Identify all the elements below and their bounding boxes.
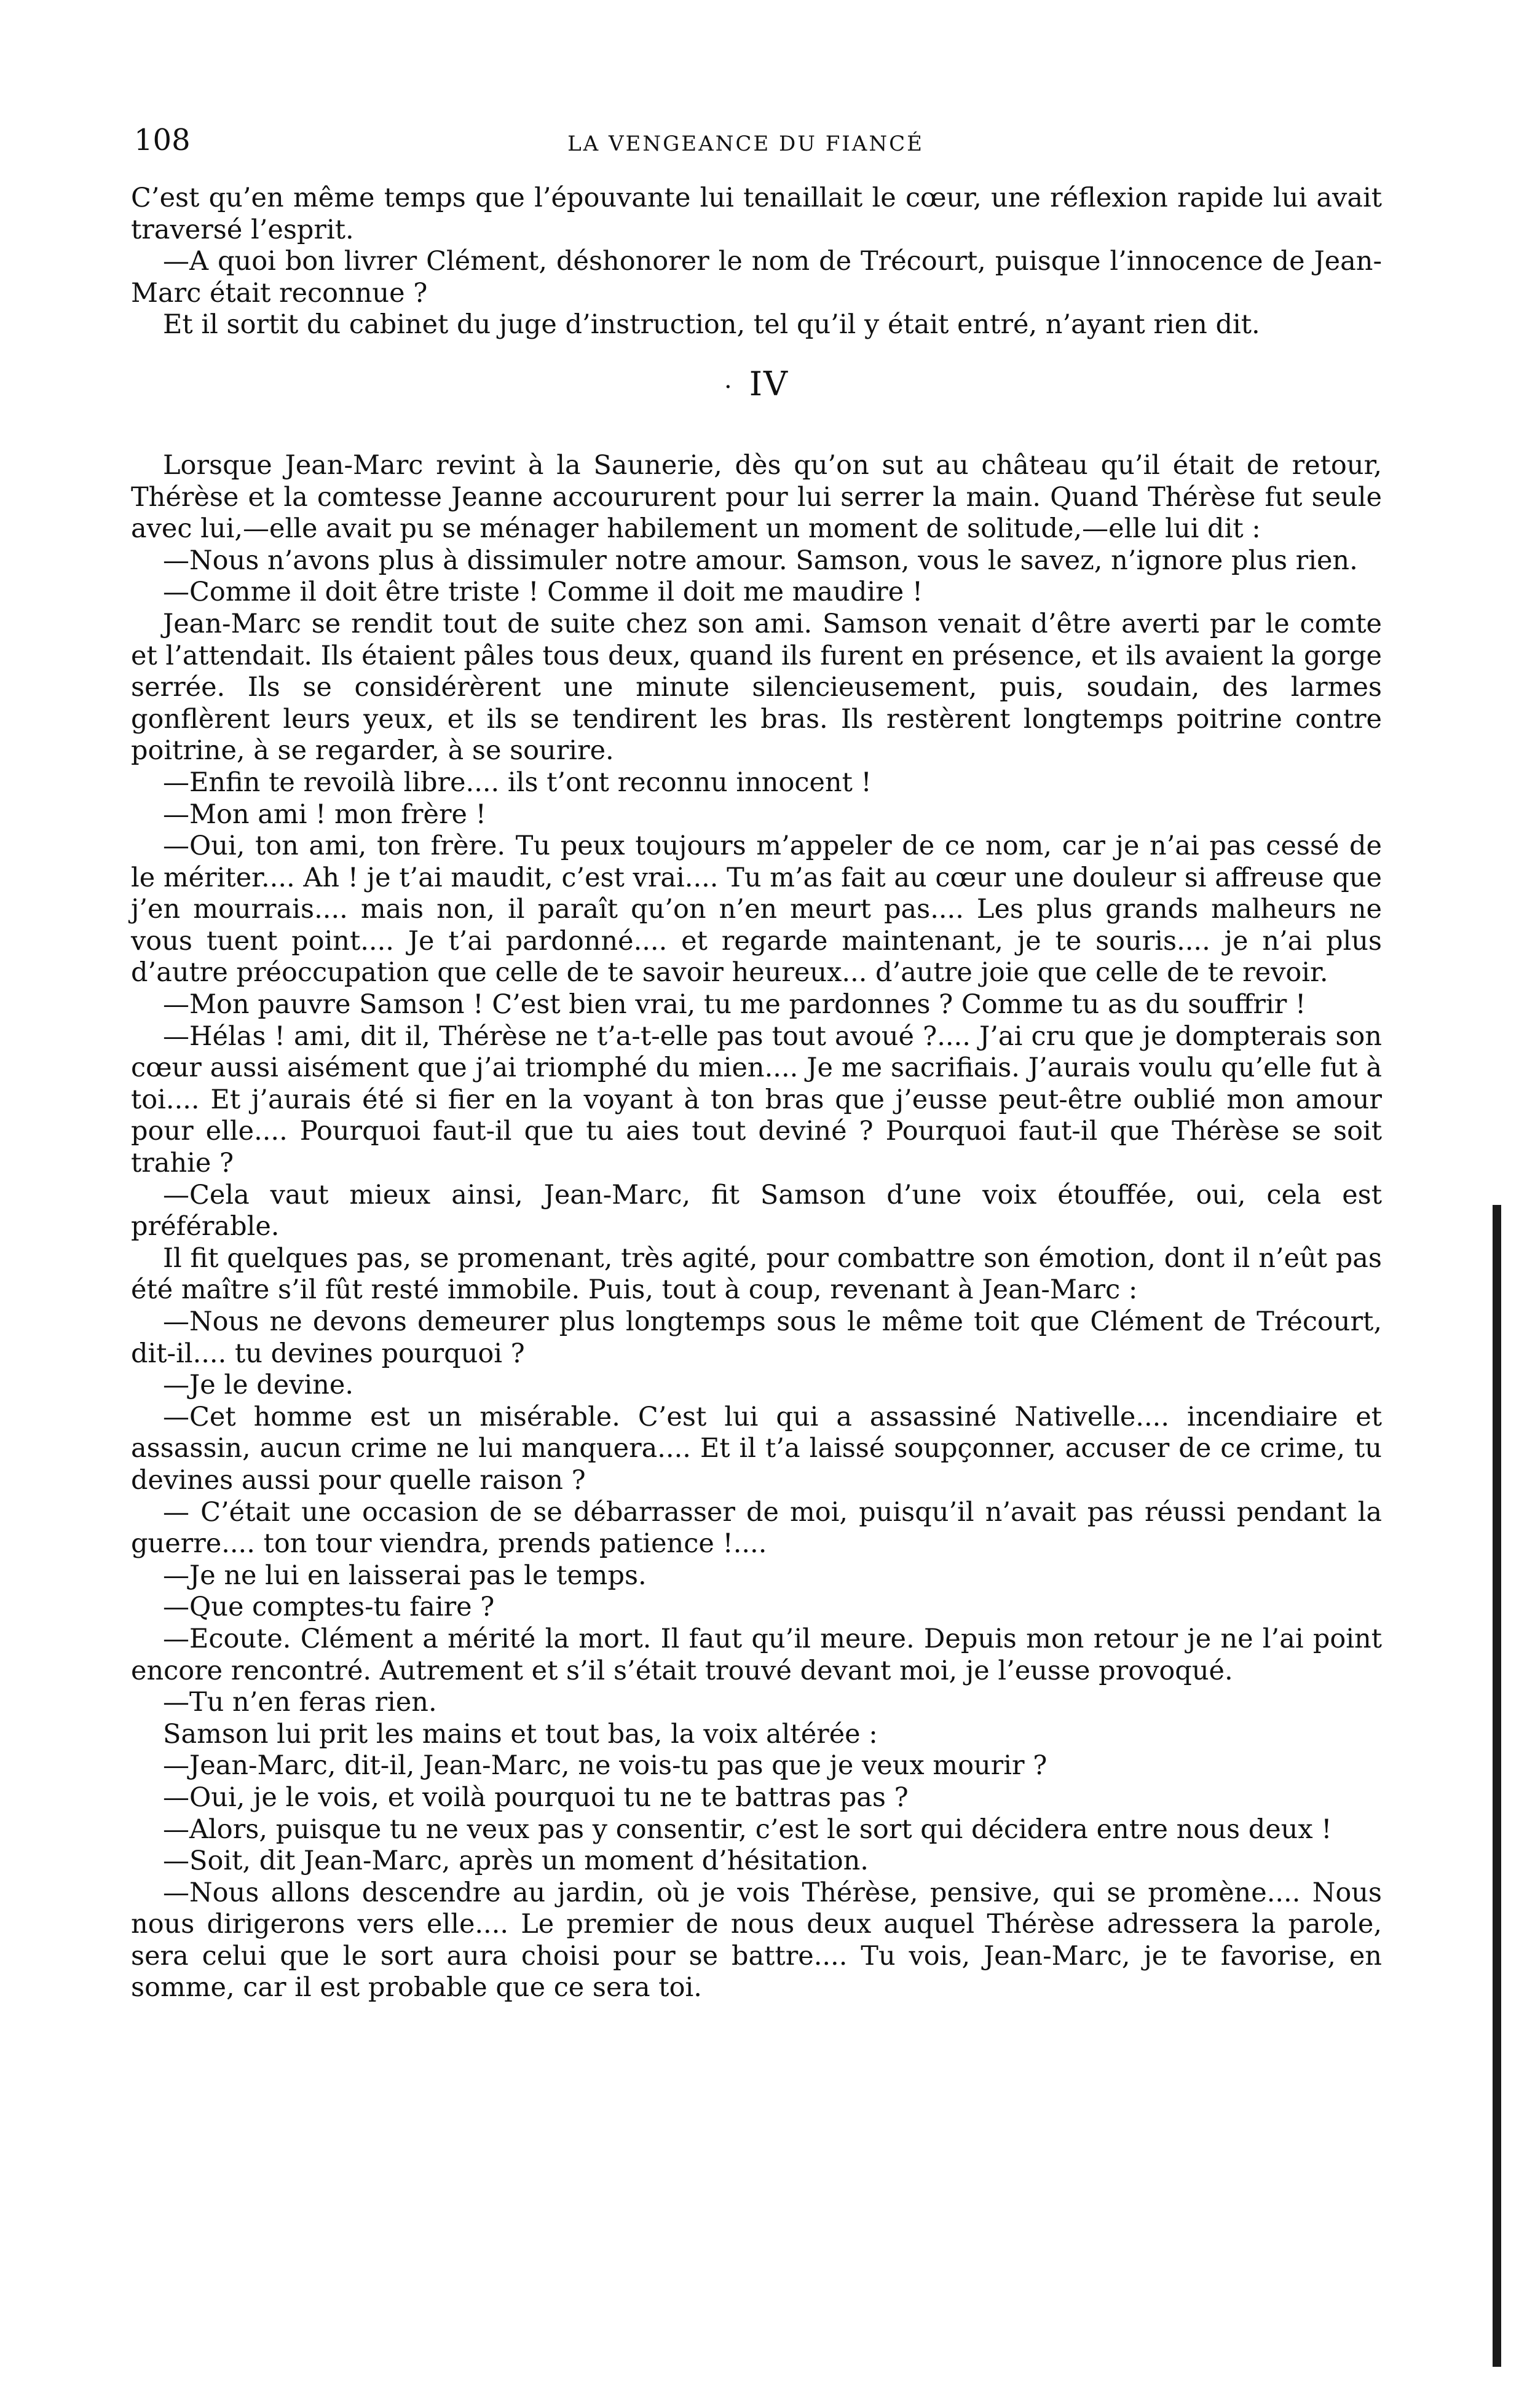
body-text — [131, 183, 1382, 2004]
paragraph: C’est qu’en même temps que l’épouvante lui tenaillait le cœur, une réflexion rapide lui avait traversé l’esprit. — [131, 183, 1382, 245]
paragraph: —Ecoute. Clément a mérité la mort. Il faut qu’il meure. Depuis mon retour je ne l’ai point encore rencontré. Autrement et s’il s’était trouvé devant moi, je l’eusse provoqué. — [131, 1623, 1382, 1686]
paragraph: —Enfin te revoilà libre.... ils t’ont reconnu innocent ! — [163, 767, 872, 798]
paragraph: —Je le devine. — [163, 1370, 354, 1401]
paragraph: —Mon ami ! mon frère ! — [163, 799, 486, 830]
paragraph: — C’était une occasion de se débarrasser de moi, puisqu’il n’avait pas réussi pendant la guerre.... ton tour viendra, prends patience !.... — [131, 1496, 1382, 1560]
paragraph: —Cet homme est un misérable. C’est lui qui a assassiné Nativelle.... incendiaire et assassin, aucun crime ne lui manquera.... Et il t’a laissé soupçonner, accuser de ce crime, tu devines aussi pour quelle raison ? — [131, 1401, 1382, 1496]
margin-rule — [1493, 1205, 1501, 2367]
paragraph: Il fit quelques pas, se promenant, très agité, pour combattre son émotion, dont il n’eût pas été maître s’il fût resté immobile. Puis, tout à coup, revenant à Jean-Marc : — [131, 1242, 1382, 1306]
paragraph: —Nous ne devons demeurer plus longtemps sous le même toit que Clément de Trécourt, dit-il.... tu devines pourquoi ? — [131, 1306, 1382, 1369]
paragraph: —Je ne lui en laisserai pas le temps. — [163, 1560, 647, 1591]
page-number: 108 — [134, 123, 191, 157]
paragraph: Jean-Marc se rendit tout de suite chez son ami. Samson venait d’être averti par le comte et l’attendait. Ils étaient pâles tous deux, quand ils furent en présence, et ils avaient la gorge serrée. Ils se considérèrent une minute silencieusement, puis, soudain, des larmes gonflèrent leurs yeux, et ils se tendirent les bras. Ils restèrent longtemps poitrine contre poitrine, à se regarder, à se sourire. — [131, 608, 1383, 767]
paragraph: —Comme il doit être triste ! Comme il doit me maudire ! — [163, 577, 923, 608]
paragraph: —Soit, dit Jean-Marc, après un moment d’hésitation. — [163, 1845, 869, 1877]
paragraph: —A quoi bon livrer Clément, déshonorer le nom de Trécourt, puisque l’innocence de Jean-Marc était reconnue ? — [131, 246, 1382, 309]
paragraphs-after-chapter — [131, 450, 1382, 2004]
chapter-heading — [131, 366, 1382, 406]
paragraph: —Hélas ! ami, dit il, Thérèse ne t’a-t-elle pas tout avoué ?.... J’ai cru que je dompterais son cœur aussi aisément que j’ai triomphé du mien.... Je me sacrifiais. J’aurais voulu qu’elle fut à toi.... Et j’aurais été si fier en la voyant à ton bras que j’eusse peut-être oublié mon amour pour elle.... Pourquoi faut-il que tu aies tout deviné ? Pourquoi faut-il que Thérèse se soit trahie ? — [131, 1020, 1382, 1179]
chapter-number: IV — [749, 364, 789, 403]
paragraph: —Alors, puisque tu ne veux pas y consentir, c’est le sort qui décidera entre nous deux ! — [163, 1814, 1332, 1845]
running-header — [128, 122, 1363, 159]
paragraph: Samson lui prit les mains et tout bas, la voix altérée : — [163, 1718, 878, 1750]
paragraph: —Jean-Marc, dit-il, Jean-Marc, ne vois-tu pas que je veux mourir ? — [163, 1750, 1048, 1782]
paragraph: —Nous allons descendre au jardin, où je vois Thérèse, pensive, qui se promène.... Nous nous dirigerons vers elle.... Le premier de nous deux auquel Thérèse adressera la parole, sera celui que le sort aura choisi pour se battre.... Tu vois, Jean-Marc, je te favorise, en somme, car il est probable que ce sera toi. — [131, 1877, 1382, 2003]
paragraph: —Cela vaut mieux ainsi, Jean-Marc, fit Samson d’une voix étouffée, oui, cela est préférable. — [131, 1179, 1382, 1242]
paragraph: Et il sortit du cabinet du juge d’instruction, tel qu’il y était entré, n’ayant rien dit. — [163, 309, 1260, 341]
chapter-marker: · — [724, 373, 733, 401]
paragraph: —Oui, je le vois, et voilà pourquoi tu ne te battras pas ? — [163, 1782, 909, 1813]
paragraph: —Mon pauvre Samson ! C’est bien vrai, tu me pardonnes ? Comme tu as du souffrir ! — [163, 989, 1306, 1020]
paragraph: —Oui, ton ami, ton frère. Tu peux toujours m’appeler de ce nom, car je n’ai pas cessé de le mériter.... Ah ! je t’ai maudit, c’est vrai.... Tu m’as fait au cœur une douleur si affreuse que j’en mourrais.... mais non, il paraît qu’on n’en meurt pas.... Les plus grands malheurs ne vous tuent point.... Je t’ai pardonné.... et regarde maintenant, je te souris.... je n’ai plus d’autre préoccupation que celle de te savoir heureux... d’autre joie que celle de te revoir. — [131, 831, 1382, 989]
paragraph: —Que comptes-tu faire ? — [163, 1592, 495, 1623]
paragraphs-before-chapter — [131, 183, 1382, 341]
paragraph: Lorsque Jean-Marc revint à la Saunerie, dès qu’on sut au château qu’il était de retour, Thérèse et la comtesse Jeanne accoururent pour lui serrer la main. Quand Thérèse fut seule avec lui,—elle avait pu se ménager habilement un moment de solitude,—elle lui dit : — [131, 449, 1382, 545]
paragraph: —Nous n’avons plus à dissimuler notre amour. Samson, vous le savez, n’ignore plus rien. — [163, 545, 1358, 576]
paragraph: —Tu n’en feras rien. — [163, 1687, 437, 1718]
running-title: LA VENGEANCE DU FIANCÉ — [567, 132, 924, 156]
